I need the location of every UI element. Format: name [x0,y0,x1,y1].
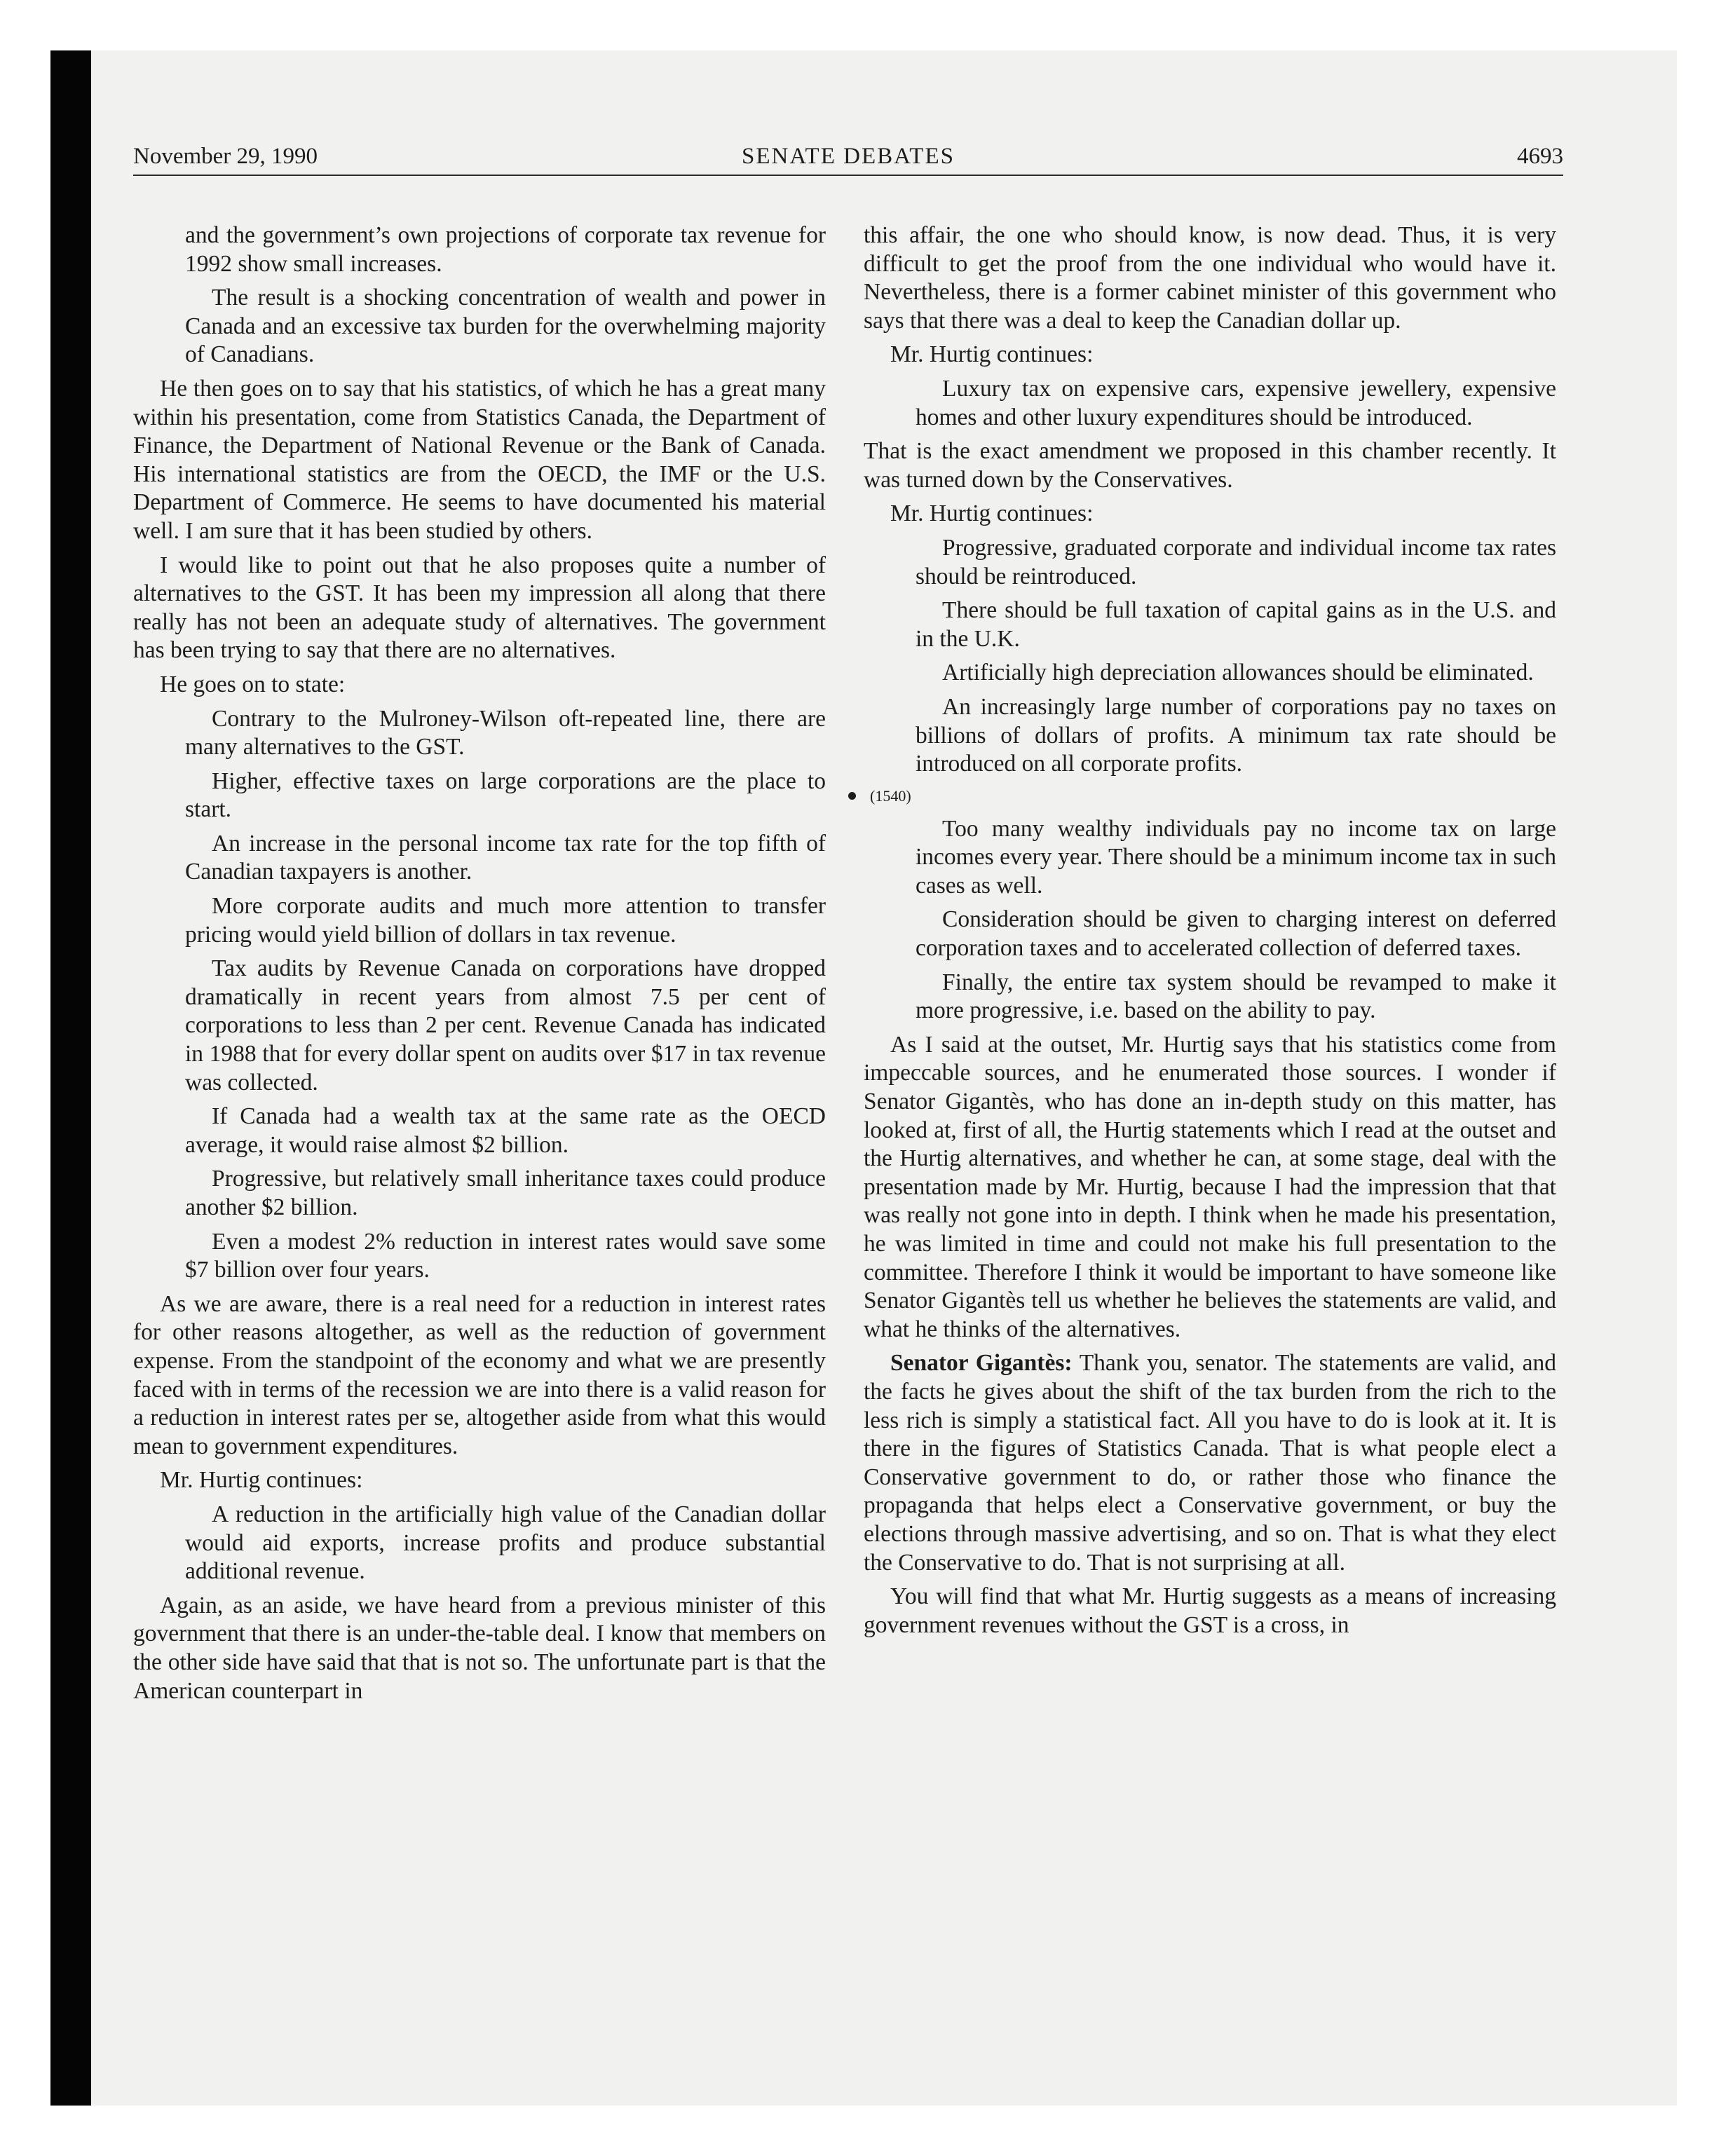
time-marker-label: (1540) [870,786,911,805]
quote-paragraph: An increase in the personal income tax rate for the top fifth of Canadian taxpayers is another. [185,830,826,885]
quote-paragraph: Luxury tax on expensive cars, expensive jewellery, expensive homes and other luxury expenditures should be introduced. [916,375,1556,430]
page-header [133,139,1563,174]
time-marker [848,784,1556,808]
speaker-paragraph [864,1349,1556,1577]
speaker-text: Thank you, senator. The statements are valid, and the facts he gives about the shift of the tax burden from the rich to the less rich is simply a statistical fact. All you have to do is look at it. It is there in the figures of Statistics Canada. That is what people elect a Conservative government to do, or rather those who finance the propaganda that helps elect a Conservative government, or buy the elections through massive advertising, and so on. That is what they elect the Conservative to do. That is not surprising at all. [864,1350,1556,1576]
header-page-number: 4693 [1517,144,1563,169]
speaker-name: Senator Gigantès: [890,1350,1073,1377]
quote-paragraph: If Canada had a wealth tax at the same rate as the OECD average, it would raise almost $2 billion. [185,1103,826,1158]
body-paragraph: Mr. Hurtig continues: [160,1467,363,1494]
body-paragraph: You will find that what Mr. Hurtig suggests as a means of increasing government revenues without the GST is a cross, in [864,1583,1556,1638]
quote-paragraph: Progressive, graduated corporate and individual income tax rates should be reintroduced. [916,534,1556,589]
scan-edge-shadow [50,50,91,2106]
quote-paragraph: An increasingly large number of corporations pay no taxes on billions of dollars of profits. A minimum tax rate should be introduced on all corporate profits. [916,693,1556,777]
quote-paragraph: Progressive, but relatively small inheritance taxes could produce another $2 billion. [185,1166,826,1220]
quote-paragraph: and the government’s own projections of corporate tax revenue for 1992 show small increases. [185,222,826,277]
body-paragraph: this affair, the one who should know, is now dead. Thus, it is very difficult to get the proof from the one individual who would have it. Nevertheless, there is a former cabinet minister of this government who says that there was a deal to keep the Canadian dollar up. [864,222,1556,334]
body-paragraph: Mr. Hurtig continues: [890,500,1094,527]
quote-paragraph: Consideration should be given to charging interest on deferred corporation taxes and to accelerated collection of deferred taxes. [916,906,1556,962]
quote-paragraph: Even a modest 2% reduction in interest rates would save some $7 billion over four years. [185,1228,826,1283]
quote-paragraph: Higher, effective taxes on large corporations are the place to start. [185,767,826,823]
body-paragraph: Mr. Hurtig continues: [890,341,1094,368]
header-date: November 29, 1990 [133,144,318,169]
body-paragraph: As we are aware, there is a real need for a reduction in interest rates for other reasons altogether, as well as the reduction of government expense. From the standpoint of the economy and what we are presently faced with in terms of the recession we are into there is a valid reason for a reduction in interest rates per se, altogether aside from what this would mean to government expenditures. [133,1290,826,1459]
body-paragraph: Again, as an aside, we have heard from a previous minister of this government that there is an under-the-table deal. I know that members on the other side have said that that is not so. The unfortunate part is that the American counterpart in [133,1592,826,1704]
right-column [864,221,1556,1645]
quote-paragraph: Tax audits by Revenue Canada on corporations have dropped dramatically in recent years from almost 7.5 per cent of corporations to less than 2 per cent. Revenue Canada has indicated in 1988 that for every dollar spent on audits over $17 in tax revenue was collected. [185,955,826,1096]
quote-paragraph: A reduction in the artificially high value of the Canadian dollar would aid exports, increase profits and produce substantial additional revenue. [185,1501,826,1585]
quote-paragraph: Contrary to the Mulroney-Wilson oft-repeated line, there are many alternatives to the GST. [185,705,826,760]
body-paragraph: I would like to point out that he also proposes quite a number of alternatives to the GST. It has been my impression all along that there really has not been an adequate study of alternatives. The government has been trying to say that there are no alternatives. [133,552,826,664]
body-paragraph: He goes on to state: [160,671,346,697]
bullet-icon [848,792,856,800]
quote-paragraph: Artificially high depreciation allowances should be eliminated. [942,660,1534,686]
body-paragraph: He then goes on to say that his statistics, of which he has a great many within his presentation, come from Statistics Canada, the Department of Finance, the Department of National Revenue or the Bank of Canada. His international statistics are from the OECD, the IMF or the U.S. Department of Commerce. He seems to have documented his material well. I am sure that it has been studied by others. [133,375,826,544]
quote-paragraph: More corporate audits and much more attention to transfer pricing would yield billion of dollars in tax revenue. [185,893,826,948]
quote-paragraph: The result is a shocking concentration of wealth and power in Canada and an excessive tax burden for the overwhelming majority of Canadians. [185,285,826,368]
left-column [133,221,826,1711]
header-title: SENATE DEBATES [742,144,955,169]
quote-paragraph: Too many wealthy individuals pay no income tax on large incomes every year. There should be a minimum income tax in such cases as well. [916,815,1556,899]
body-paragraph: As I said at the outset, Mr. Hurtig says that his statistics come from impeccable sources, and he enumerated those sources. I wonder if Senator Gigantès, who has done an in-depth study on this matter, has looked at, first of all, the Hurtig statements which I read at the outset and the Hurtig alternatives, and whether he can, at some stage, deal with the presentation made by Mr. Hurtig, because I had the impression that that was really not gone into in depth. I think when he made his presentation, he was limited in time and could not make his full presentation to the committee. Therefore I think it would be important to have someone like Senator Gigantès tell us whether he believes the statements are valid, and what he thinks of the alternatives. [864,1031,1556,1342]
body-paragraph: That is the exact amendment we proposed in this chamber recently. It was turned down by the Conservatives. [864,438,1556,493]
quote-paragraph: Finally, the entire tax system should be revamped to make it more progressive, i.e. based on the ability to pay. [916,969,1556,1024]
header-rule [133,175,1563,176]
quote-paragraph: There should be full taxation of capital gains as in the U.S. and in the U.K. [916,597,1556,652]
